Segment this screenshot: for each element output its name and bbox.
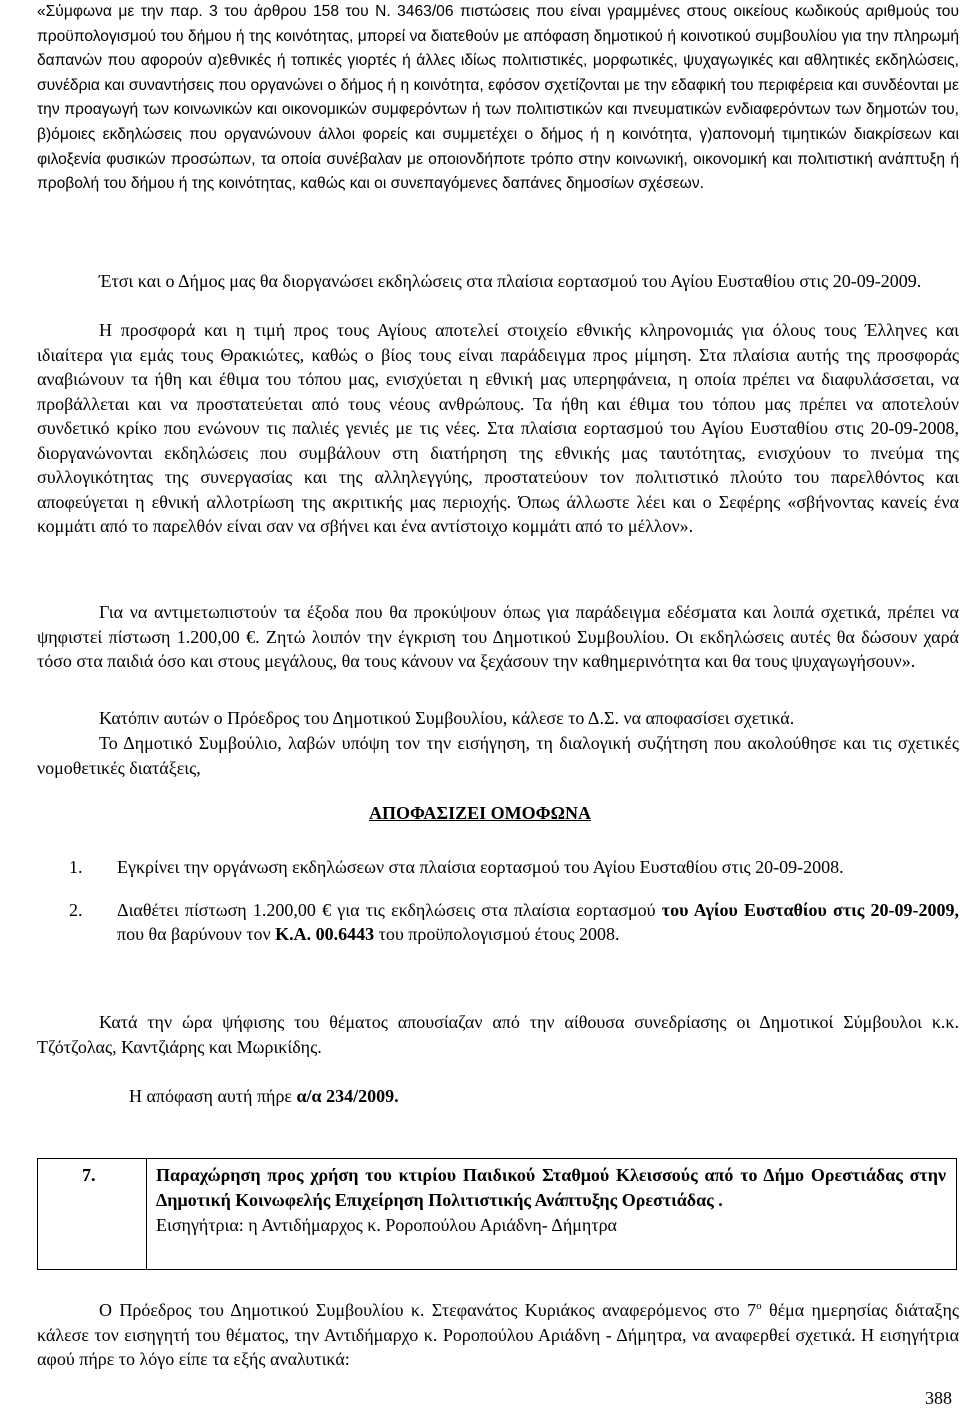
closing-text: Ο Πρόεδρος του Δημοτικού Συμβουλίου κ. Στεφανάτος Κυριάκος αναφερόμενος στο 7 <box>99 1300 757 1320</box>
paragraph-event-announcement: Έτσι και ο Δήμος μας θα διοργανώσει εκδηλώσεις στα πλαίσια εορτασμού του Αγίου Ευσταθίου στις 20-09-2009. <box>99 271 922 291</box>
decision-list <box>37 855 959 947</box>
page-number: 388 <box>925 1388 952 1408</box>
list-item <box>37 855 959 880</box>
list-item-number: 1. <box>69 857 83 877</box>
paragraph-absent-members: Κατά την ώρα ψήφισης του θέματος απουσίαζαν από την αίθουσα συνεδρίασης οι Δημοτικοί Σύμβουλοι κ.κ. Τζότζολας, Καντζιάρης και Μωρικίδης. <box>37 1012 959 1057</box>
paragraph-council-consideration: Το Δημοτικό Συμβούλιο, λαβών υπόψη τον την εισήγηση, τη διαλογική συζήτηση που ακολούθησε και τις σχετικές νομοθετικές διατάξεις, <box>37 733 959 778</box>
agenda-topic-number-cell <box>38 1159 147 1269</box>
paragraph-heritage: Η προσφορά και η τιμή προς τους Αγίους αποτελεί στοιχείο εθνικής κληρονομιάς για όλους τους Έλληνες και ιδιαίτερα για εμάς τους Θρακιώτες, καθώς ο βίος τους είναι παράδειγμα προς μίμηση. Στα πλαίσια αυτής της προσφοράς αναβιώνουν τα ήθη και έθιμα του τόπου μας, ενισχύεται η εθνική μας υπερηφάνεια, η οποία πρέπει να διαφυλάσσεται, να προβάλλεται και να προστατεύεται από τους νέους ανθρώπους. Τα ήθη και έθιμα του τόπου μας πρέπει να αποτελούν συνδετικό κρίκο που ενώνουν τις παλιές γενιές με τις νέες. Στα πλαίσια εορτασμού του Αγίου Ευσταθίου στις 20-09-2008, διοργανώνονται εκδηλώσεις που συμβάλουν στη διατήρηση της εθνικής μας ταυτότητας, ενισχύουν το πνεύμα της συλλογικότητας της συνεργασίας και της αλληλεγγύης, προστατεύουν τον πολιτιστικό πλούτο του παρελθόντος και αποφεύγεται η εθνική αλλοτρίωση της ακριτικής μας περιοχής. Όπως άλλωστε λέει και ο Σεφέρης «σβήνοντας κανείς ένα κομμάτι από το παρελθόν είναι σαν να σβήνει και ένα αντίστοιχο κομμάτι από το μέλλον». <box>37 320 959 536</box>
list-item-bold-date: του Αγίου Ευσταθίου στις 20-09-2009, <box>661 899 959 920</box>
decision-heading: ΑΠΟΦΑΣΙΖΕΙ ΟΜΟΦΩΝΑ <box>369 803 591 823</box>
agenda-topic-table <box>37 1158 957 1270</box>
agenda-topic-number: 7. <box>82 1165 96 1185</box>
closing-text: θέμα ημερησίας διάταξης κάλεσε τον εισηγητή του θέματος, την Αντιδήμαρχο κ. Ροροπούλου Αριάδνη - Δήμητρα, να αναφερθεί σχετικά. Η εισηγήτρια αφού πήρε το λόγο είπε τα εξής αναλυτικά: <box>37 1300 959 1369</box>
decision-number-label: Η απόφαση αυτή πήρε <box>129 1086 297 1106</box>
list-item-bold-code: Κ.Α. 00.6443 <box>275 924 375 944</box>
paragraph-president-call: Κατόπιν αυτών ο Πρόεδρος του Δημοτικού Συμβουλίου, κάλεσε το Δ.Σ. να αποφασίσει σχετικά. <box>99 708 795 728</box>
decision-number-value: α/α 234/2009. <box>296 1086 399 1106</box>
agenda-topic-description-cell <box>156 1163 946 1238</box>
decision-number-line <box>37 1084 959 1109</box>
agenda-topic-title: Παραχώρηση προς χρήση του κτιρίου Παιδικού Σταθμού Κλεισσούς από το Δήμο Ορεστιάδας στην Δημοτική Κοινωφελής Επιχείρηση Πολιτιστικής Ανάπτυξης Ορεστιάδας . <box>156 1165 946 1210</box>
list-item-text: Εγκρίνει την οργάνωση εκδηλώσεων στα πλαίσια εορτασμού του Αγίου Ευσταθίου στις 20-09-2008. <box>117 857 844 877</box>
agenda-topic-rapporteur: Εισηγήτρια: η Αντιδήμαρχος κ. Ροροπούλου Αριάδνη- Δήμητρα <box>156 1215 617 1235</box>
list-item-text: που θα βαρύνουν τον <box>117 924 276 944</box>
list-item-number: 2. <box>69 899 83 920</box>
list-item <box>37 898 959 947</box>
list-item-text: του προϋπολογισμού έτους 2008. <box>374 924 620 944</box>
list-item-text: Διαθέτει πίστωση 1.200,00 € για τις εκδηλώσεις στα πλαίσια εορτασμού <box>117 899 662 920</box>
ordinal-superscript: ο <box>756 1300 762 1312</box>
paragraph-closing <box>37 1298 959 1372</box>
paragraph-expenses: Για να αντιμετωπιστούν τα έξοδα που θα προκύψουν όπως για παράδειγμα εδέσματα και λοιπά σχετικά, πρέπει να ψηφιστεί πίστωση 1.200,00 €. Ζητώ λοιπόν την έγκριση του Δημοτικού Συμβουλίου. Οι εκδηλώσεις αυτές θα δώσουν χαρά τόσο στα παιδιά όσο και στους μεγάλους, θα τους κάνουν να ξεχάσουν την καθημερινότητα και θα τους ψυχαγωγήσουν». <box>37 602 959 671</box>
intro-quote-paragraph: «Σύμφωνα με την παρ. 3 του άρθρου 158 του Ν. 3463/06 πιστώσεις που είναι γραμμένες στους οικείους κωδικούς αριθμούς του προϋπολογισμού του δήμου ή της κοινότητας, μπορεί να διατεθούν με απόφαση δημοτικού ή κοινοτικού συμβουλίου για την πληρωμή δαπανών που αφορούν α)εθνικές ή τοπικές γιορτές ή άλλες ιδίως πολιτιστικές, μορφωτικές, ψυχαγωγικές και αθλητικές εκδηλώσεις, συνέδρια και συναντήσεις που οργανώνει ο δήμος ή η κοινότητα, εφόσον σχετίζονται με την εδαφική του περιφέρεια και συνδέονται με την προαγωγή των κοινωνικών και οικονομικών συμφερόντων ή των πολιτιστικών και πνευματικών ενδιαφερόντων των δημοτών του, β)όμοιες εκδηλώσεις που οργανώνουν άλλοι φορείς και συμμετέχει ο δήμος ή η κοινότητα, γ)απονομή τιμητικών διακρίσεων και φιλοξενία φυσικών προσώπων, τα οποία συνέβαλαν με οποιονδήποτε τρόπο στην κοινωνική, οικονομική και πολιτιστική ανάπτυξη ή προβολή του δήμου ή της κοινότητας, καθώς και οι συνεπαγόμενες δαπάνες δημοσίων σχέσεων. <box>37 3 959 193</box>
